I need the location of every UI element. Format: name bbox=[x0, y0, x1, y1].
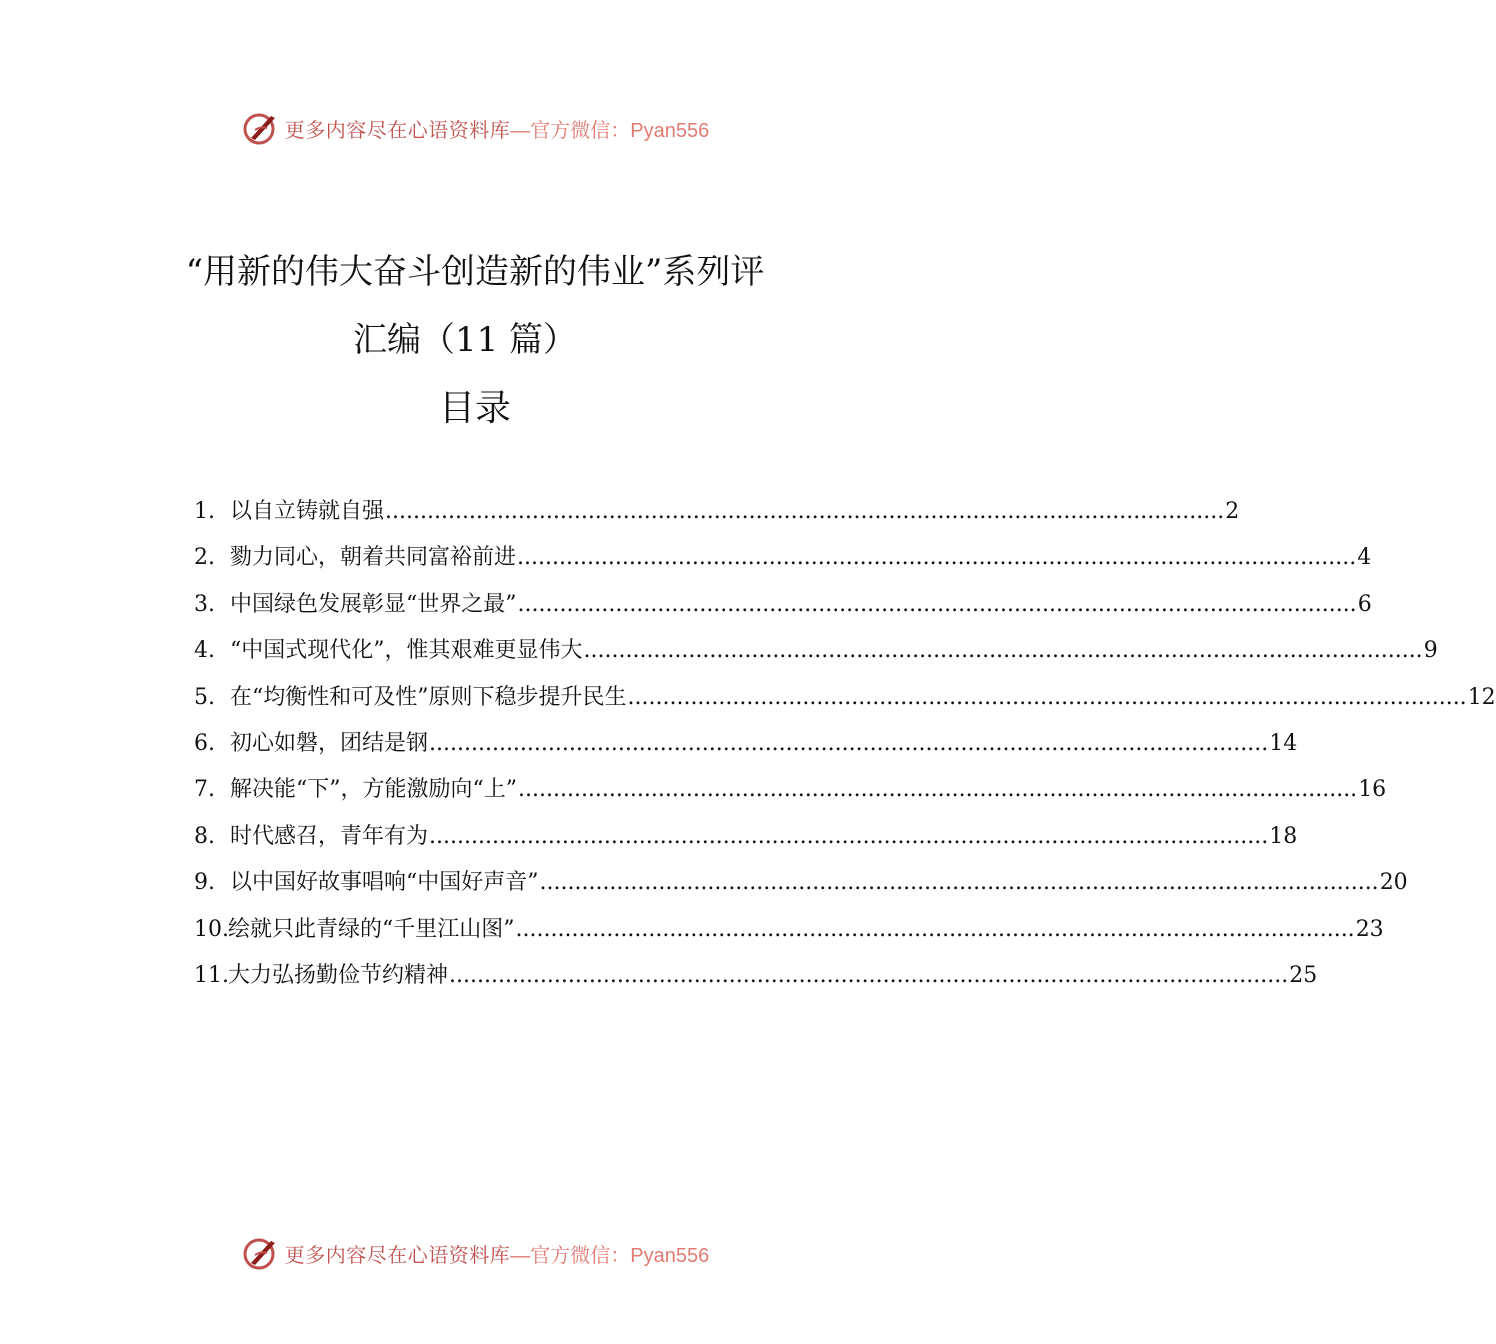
document-title-line1: “用新的伟大奋斗创造新的伟业”系列评 bbox=[185, 252, 765, 292]
toc-item[interactable] bbox=[194, 912, 1384, 958]
toc-item-number: 5. bbox=[194, 684, 215, 710]
toc-item[interactable] bbox=[194, 680, 1496, 726]
pen-logo-icon bbox=[241, 1233, 281, 1273]
toc-item-page: 2 bbox=[1225, 499, 1240, 524]
toc-item-title: 以自立铸就自强 bbox=[230, 499, 385, 524]
watermark-header bbox=[0, 108, 950, 148]
toc-item-title: 以中国好故事唱响“中国好声音” bbox=[230, 870, 539, 896]
toc-leader-dots: ........................................................................................................................ bbox=[517, 591, 1357, 617]
toc-item-number: 9. bbox=[194, 870, 215, 896]
toc-leader-dots: ........................................................................................................................ bbox=[429, 730, 1269, 756]
toc-leader-dots: ........................................................................................................................ bbox=[449, 962, 1289, 988]
toc-item-number: 10. bbox=[194, 916, 229, 942]
toc-item-title: 大力弘扬勤俭节约精神 bbox=[228, 962, 449, 988]
toc-item-number: 11. bbox=[194, 962, 229, 988]
toc-item-page: 12 bbox=[1467, 684, 1496, 710]
toc-item-title: 中国绿色发展彰显“世界之最” bbox=[230, 591, 517, 617]
toc-item-title: 初心如磐，团结是钢 bbox=[230, 730, 429, 756]
toc-item-page: 25 bbox=[1289, 962, 1318, 988]
watermark-footer bbox=[0, 1233, 950, 1273]
toc-leader-dots: ........................................................................................................................ bbox=[429, 823, 1269, 849]
toc-leader-dots: ........................................................................................................................ bbox=[518, 777, 1358, 803]
watermark-wechat: —官方微信：Pyan556 bbox=[510, 1244, 710, 1267]
toc-item[interactable] bbox=[194, 540, 1372, 586]
document-title-line2: 汇编（11 篇） bbox=[352, 320, 578, 360]
toc-item[interactable] bbox=[194, 587, 1372, 633]
toc-item-page: 4 bbox=[1357, 545, 1372, 571]
toc-leader-dots: ........................................................................................................................ bbox=[583, 638, 1423, 664]
toc-item-number: 2. bbox=[194, 545, 215, 571]
toc-item-title: “中国式现代化”，惟其艰难更显伟大 bbox=[230, 638, 583, 664]
toc-leader-dots: ........................................................................................................................ bbox=[385, 499, 1225, 524]
toc-item-title: 绘就只此青绿的“千里江山图” bbox=[228, 916, 515, 942]
toc-item[interactable] bbox=[194, 819, 1298, 865]
toc-item-title: 解决能“下”，方能激励向“上” bbox=[230, 777, 517, 803]
toc-item-title: 在“均衡性和可及性”原则下稳步提升民生 bbox=[230, 684, 627, 710]
pen-logo-icon bbox=[241, 108, 281, 148]
toc-item[interactable] bbox=[194, 865, 1408, 911]
toc-leader-dots: ........................................................................................................................ bbox=[539, 870, 1379, 896]
toc-item-title: 勠力同心，朝着共同富裕前进 bbox=[230, 545, 517, 571]
watermark-text: 更多内容尽在心语资料库 bbox=[284, 117, 511, 142]
toc-item-number: 1. bbox=[194, 499, 215, 524]
toc-item[interactable] bbox=[194, 494, 1240, 540]
toc-item-number: 4. bbox=[194, 638, 215, 664]
watermark-text: 更多内容尽在心语资料库 bbox=[284, 1242, 511, 1267]
toc-item[interactable] bbox=[194, 633, 1438, 679]
toc-item-page: 18 bbox=[1269, 823, 1298, 849]
toc-item[interactable] bbox=[194, 958, 1318, 1004]
toc-item[interactable] bbox=[194, 726, 1298, 772]
table-of-contents bbox=[194, 494, 1496, 1004]
toc-item-number: 6. bbox=[194, 730, 215, 756]
toc-item-page: 14 bbox=[1269, 730, 1298, 756]
toc-item-number: 8. bbox=[194, 823, 215, 849]
watermark-wechat: —官方微信：Pyan556 bbox=[510, 119, 710, 142]
toc-item[interactable] bbox=[194, 772, 1387, 818]
toc-item-page: 16 bbox=[1358, 777, 1387, 803]
toc-leader-dots: ........................................................................................................................ bbox=[517, 545, 1357, 571]
toc-heading: 目录 bbox=[438, 388, 511, 429]
toc-leader-dots: ........................................................................................................................ bbox=[515, 916, 1355, 942]
toc-item-page: 20 bbox=[1379, 870, 1408, 896]
toc-leader-dots: ........................................................................................................................ bbox=[627, 684, 1467, 710]
toc-item-page: 6 bbox=[1357, 591, 1372, 617]
toc-item-page: 23 bbox=[1355, 916, 1384, 942]
toc-item-number: 7. bbox=[194, 777, 215, 803]
toc-item-title: 时代感召，青年有为 bbox=[230, 823, 429, 849]
toc-item-number: 3. bbox=[194, 591, 215, 617]
toc-item-page: 9 bbox=[1423, 638, 1438, 664]
